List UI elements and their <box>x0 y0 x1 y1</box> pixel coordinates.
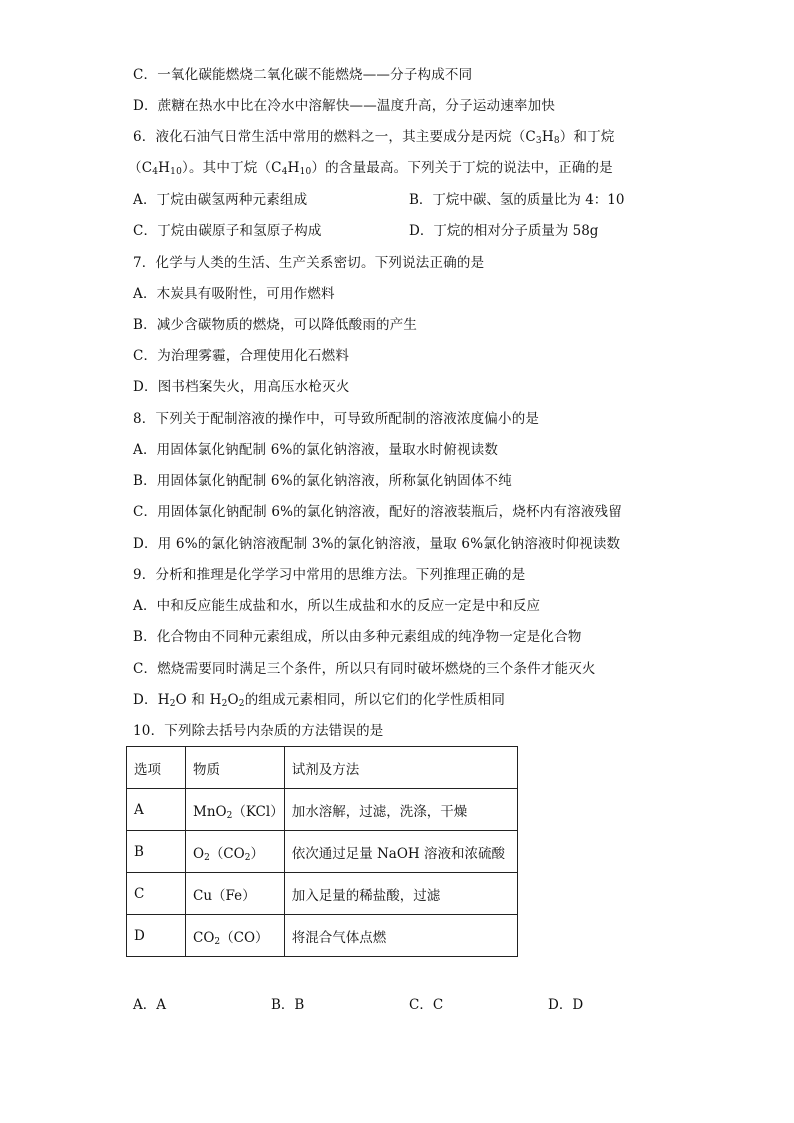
table-row <box>127 915 518 957</box>
q6-option-c: C．丁烷由碳原子和氢原子构成 <box>133 223 322 239</box>
q9-stem: 9．分析和推理是化学学习中常用的思维方法。下列推理正确的是 <box>133 567 526 583</box>
q9-option-c: C．燃烧需要同时满足三个条件，所以只有同时破坏燃烧的三个条件才能灭火 <box>133 661 596 677</box>
header-option: 选项 <box>127 747 186 789</box>
q6-option-a: A．丁烷由碳氢两种元素组成 <box>133 192 308 208</box>
row-option: A <box>127 789 186 831</box>
q10-answer-c: C．C <box>409 997 444 1013</box>
row-substance: $CO_2(CO)$ <box>186 915 285 957</box>
q7-option-d: D．图书档案失火，用高压水枪灭火 <box>133 379 350 395</box>
q7-stem: 7．化学与人类的生活、生产关系密切。下列说法正确的是 <box>133 255 485 271</box>
q8-option-b: B．用固体氯化钠配制 6%的氯化钠溶液，所称氯化钠固体不纯 <box>133 473 512 489</box>
q9-option-a: A．中和反应能生成盐和水，所以生成盐和水的反应一定是中和反应 <box>133 598 541 614</box>
q5-option-c: C．一氧化碳能燃烧二氧化碳不能燃烧——分子构成不同 <box>133 67 473 83</box>
q10-answer-b: B．B <box>271 997 305 1013</box>
header-substance: 物质 <box>186 747 285 789</box>
row-method: 加入足量的稀盐酸，过滤 <box>284 873 517 915</box>
row-substance: $O_2(CO_2)$ <box>186 831 285 873</box>
q10-table <box>126 746 518 957</box>
table-row <box>127 873 518 915</box>
row-method: 将混合气体点燃 <box>284 915 517 957</box>
q10-answer-d: D．D <box>548 997 584 1013</box>
q10-answer-a: A．A <box>133 997 166 1013</box>
row-option: B <box>127 831 186 873</box>
header-method: 试剂及方法 <box>284 747 517 789</box>
row-substance: MnO$_2$（KCl） <box>186 789 285 831</box>
q8-option-c: C．用固体氯化钠配制 6%的氯化钠溶液，配好的溶液装瓶后，烧杯内有溶液残留 <box>133 504 622 520</box>
q8-stem: 8．下列关于配制溶液的操作中，可导致所配制的溶液浓度偏小的是 <box>133 411 540 427</box>
q9-option-b: B．化合物由不同种元素组成，所以由多种元素组成的纯净物一定是化合物 <box>133 629 582 645</box>
q6-option-d: D．丁烷的相对分子质量为 58g <box>409 223 599 239</box>
q8-option-d: D．用 6%的氯化钠溶液配制 3%的氯化钠溶液，量取 6%氯化钠溶液时仰视读数 <box>133 536 621 552</box>
table-row <box>127 831 518 873</box>
row-option: C <box>127 873 186 915</box>
q7-option-a: A．木炭具有吸附性，可用作燃料 <box>133 286 335 302</box>
row-option: D <box>127 915 186 957</box>
row-method: 依次通过足量 NaOH 溶液和浓硫酸 <box>284 831 517 873</box>
table-row <box>127 789 518 831</box>
q10-stem: 10．下列除去括号内杂质的方法错误的是 <box>133 723 384 739</box>
table-header-row <box>127 747 518 789</box>
q7-option-b: B．减少含碳物质的燃烧，可以降低酸雨的产生 <box>133 317 418 333</box>
q8-option-a: A．用固体氯化钠配制 6%的氯化钠溶液，量取水时俯视读数 <box>133 442 499 458</box>
q5-option-d: D．蔗糖在热水中比在冷水中溶解快——温度升高，分子运动速率加快 <box>133 98 556 114</box>
q6-stem-line1: 6．液化石油气日常生活中常用的燃料之一，其主要成分是丙烷$(C_3H_8)$和丁烷 <box>133 129 615 146</box>
row-substance: Cu（Fe） <box>186 873 285 915</box>
q6-stem-line2: $(C_4H_{10})$。其中丁烷$(C_4H_{10})$的含量最高。下列关于丁烷的说法中，正确的是 <box>128 160 613 177</box>
q7-option-c: C．为治理雾霾，合理使用化石燃料 <box>133 348 350 364</box>
q6-option-b: B．丁烷中碳、氢的质量比为 4：10 <box>409 192 625 208</box>
q9-option-d: D．$H_2O$ 和 $H_2O_2$的组成元素相同，所以它们的化学性质相同 <box>133 692 506 709</box>
row-method: 加水溶解，过滤，洗涤，干燥 <box>284 789 517 831</box>
